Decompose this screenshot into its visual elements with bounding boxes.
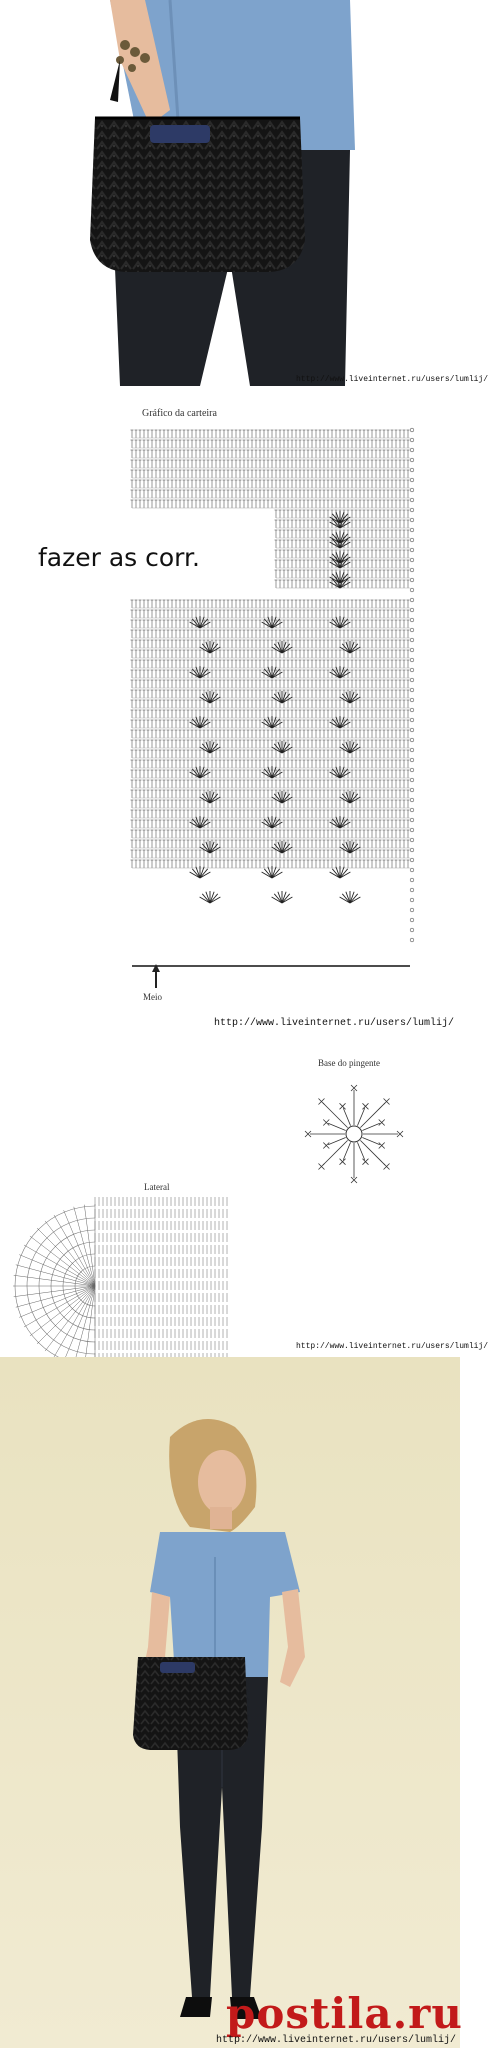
watermark-main: postila	[226, 1989, 393, 2038]
diagrams-section	[0, 1034, 488, 1356]
center-label: Meio	[143, 992, 162, 1002]
bottom-source-url: http://www.liveinternet.ru/users/lumlij/	[216, 2035, 457, 2046]
bottom-photo	[0, 1357, 463, 2048]
pendant-diagram	[0, 1034, 460, 1356]
center-arrow-stem	[155, 972, 157, 988]
watermark-tld: .ru	[392, 1989, 463, 2038]
chart-source-url: http://www.liveinternet.ru/users/lumlij/	[214, 1018, 455, 1029]
top-photo	[0, 0, 488, 386]
clutch-photo-image	[0, 0, 460, 386]
purse-chart-section	[0, 388, 460, 1033]
handwritten-note: fazer as corr.	[38, 543, 200, 572]
source-url: http://www.liveinternet.ru/users/lumlij/	[296, 375, 488, 384]
diagrams-source-url: http://www.liveinternet.ru/users/lumlij/	[296, 1342, 488, 1351]
center-arrow-icon	[152, 964, 160, 972]
side-label: Lateral	[144, 1182, 170, 1192]
watermark-text	[226, 1989, 463, 2038]
pendant-label: Base do pingente	[318, 1058, 380, 1068]
chart-title: Gráfico da carteira	[142, 408, 217, 419]
stitch-chart-graphic	[0, 388, 460, 1033]
model-photo-image	[0, 1357, 460, 2048]
